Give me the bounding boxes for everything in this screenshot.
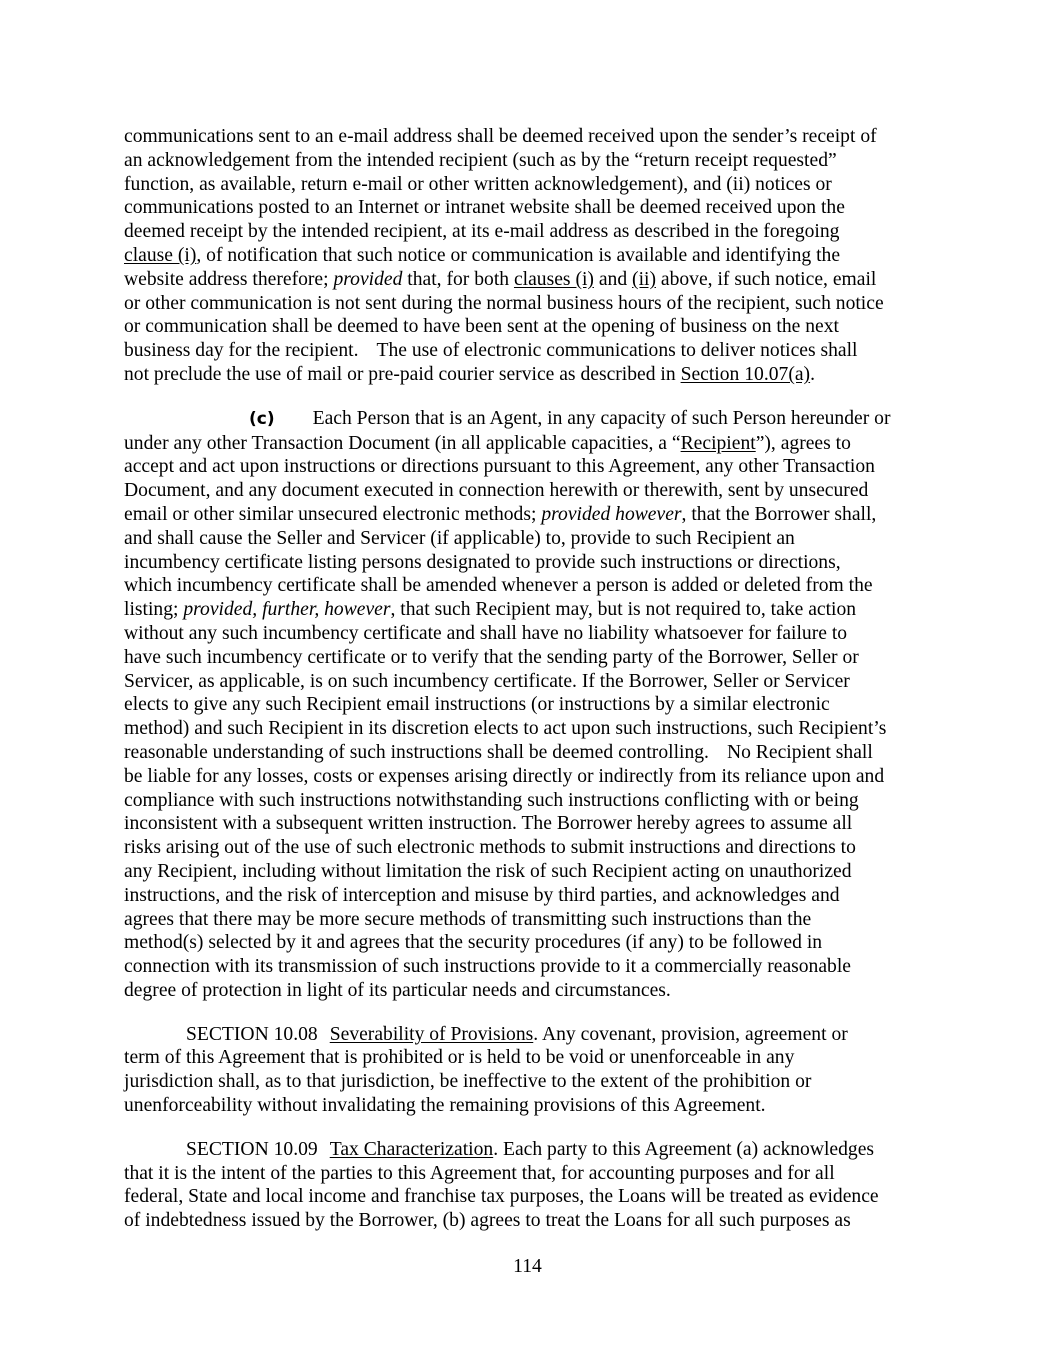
paragraph-b-continued (124, 125, 934, 387)
text-line (124, 598, 934, 622)
text-line: inconsistent with a subsequent written instruction. The Borrower hereby agrees to assume all (124, 813, 853, 835)
text-line: have such incumbency certificate or to verify that the sending party of the Borrower, Seller or (124, 646, 859, 668)
text-run: website address therefore; (124, 268, 334, 290)
text-run: Each Person that is an Agent, in any capacity of such Person hereunder or (312, 407, 891, 429)
text-line: and shall cause the Seller and Servicer (if applicable) to, provide to such Recipient an (124, 527, 795, 549)
text-line: compliance with such instructions notwithstanding such instructions conflicting with or being (124, 789, 859, 811)
text-line: accept and act upon instructions or directions pursuant to this Agreement, any other Transaction (124, 456, 875, 478)
text-line: which incumbency certificate shall be amended whenever a person is added or deleted from the (124, 575, 873, 597)
section-number: SECTION 10.08 (186, 1023, 318, 1045)
text-line: agrees that there may be more secure methods of transmitting such instructions than the (124, 908, 812, 930)
section-10-09 (124, 1138, 934, 1233)
text-run: above, if such notice, email (655, 268, 877, 290)
text-line: federal, State and local income and franchise tax purposes, the Loans will be treated as evidence (124, 1186, 879, 1208)
text-run: No Recipient shall (726, 741, 873, 763)
section-number: SECTION 10.09 (186, 1138, 318, 1160)
text-line: function, as available, return e-mail or other written acknowledgement), and (ii) notices or (124, 173, 832, 195)
section-reference: Section 10.07(a) (680, 363, 811, 385)
text-run: , of notification that such notice or communication is available and identifying the (196, 244, 841, 266)
text-line: communications posted to an Internet or intranet website shall be deemed received upon the (124, 197, 845, 219)
italic-term: provided (333, 268, 403, 290)
text-run: not preclude the use of mail or pre-paid courier service as described in (124, 363, 681, 385)
section-heading-line (124, 1023, 934, 1047)
text-run: business day for the recipient. (124, 340, 359, 362)
text-line: an acknowledgement from the intended recipient (such as by the “return receipt requested” (124, 149, 837, 171)
text-line (124, 244, 934, 268)
defined-term: Recipient (680, 432, 756, 454)
section-title: Tax Characterization (329, 1138, 494, 1160)
text-line: communications sent to an e-mail address shall be deemed received upon the sender’s receipt of (124, 126, 877, 147)
text-run: email or other similar unsecured electronic methods; (124, 503, 542, 525)
text-run: The use of electronic communications to deliver notices shall (376, 340, 858, 362)
text-line (124, 741, 934, 765)
text-line (124, 432, 934, 456)
text-line: unenforceability without invalidating the remaining provisions of this Agreement. (124, 1095, 766, 1117)
text-line: risks arising out of the use of such electronic methods to submit instructions and directions to (124, 837, 856, 859)
document-page (124, 125, 934, 1233)
text-run: that, for both (402, 268, 514, 290)
text-line: or other communication is not sent during the normal business hours of the recipient, such notice (124, 292, 884, 314)
text-line: deemed receipt by the intended recipient, at its e-mail address as described in the foregoing (124, 221, 840, 243)
text-line: that it is the intent of the parties to this Agreement that, for accounting purposes and for all (124, 1162, 835, 1184)
text-line: method) and such Recipient in its discretion elects to act upon such instructions, such Recipient’s (124, 718, 887, 740)
text-line: Servicer, as applicable, is on such incumbency certificate. If the Borrower, Seller or Servicer (124, 670, 850, 692)
text-run: . Any covenant, provision, agreement or (533, 1023, 848, 1045)
text-run: . Each party to this Agreement (a) acknowledges (493, 1138, 875, 1160)
section-10-08 (124, 1023, 934, 1118)
text-line: Document, and any document executed in connection herewith or therewith, sent by unsecured (124, 480, 869, 502)
italic-term: provided however (541, 503, 682, 525)
section-title: Severability of Provisions (329, 1023, 534, 1045)
text-line: jurisdiction shall, as to that jurisdiction, be ineffective to the extent of the prohibition or (124, 1071, 812, 1093)
text-line: instructions, and the risk of interception and misuse by third parties, and acknowledges and (124, 884, 840, 906)
text-run: ”), agrees to (755, 432, 851, 454)
text-line: incumbency certificate listing persons designated to provide such instructions or directions, (124, 551, 841, 573)
text-line: connection with its transmission of such instructions provide to it a commercially reasonable (124, 956, 851, 978)
text-line: method(s) selected by it and agrees that the security procedures (if any) to be followed in (124, 932, 823, 954)
text-run: . (810, 363, 815, 385)
italic-term: provided, further, however (183, 599, 391, 621)
section-heading-line (124, 1138, 934, 1162)
text-run: reasonable understanding of such instructions shall be deemed controlling. (124, 741, 709, 763)
text-line (124, 268, 934, 292)
text-line (124, 503, 934, 527)
text-line: without any such incumbency certificate and shall have no liability whatsoever for failure to (124, 622, 848, 644)
text-line: be liable for any losses, costs or expenses arising directly or indirectly from its reliance upon and (124, 765, 885, 787)
text-line (124, 407, 934, 432)
paragraph-label: (c) (249, 408, 275, 429)
clause-reference: (ii) (632, 268, 656, 290)
text-run: under any other Transaction Document (in all applicable capacities, a “ (124, 432, 681, 454)
text-run: and (593, 268, 633, 290)
clause-reference: clause (i) (124, 244, 197, 266)
text-line: term of this Agreement that is prohibited or is held to be void or unenforceable in any (124, 1047, 795, 1069)
text-line: any Recipient, including without limitation the risk of such Recipient acting on unauthorized (124, 860, 852, 882)
text-line: or communication shall be deemed to have been sent at the opening of business on the next (124, 316, 839, 338)
text-line: elects to give any such Recipient email instructions (or instructions by a similar electronic (124, 694, 830, 716)
text-run: , that the Borrower shall, (681, 503, 877, 525)
text-line (124, 339, 934, 363)
text-line: of indebtedness issued by the Borrower, (b) agrees to treat the Loans for all such purposes as (124, 1210, 851, 1232)
text-line: degree of protection in light of its particular needs and circumstances. (124, 979, 671, 1001)
page-number: 114 (513, 1256, 542, 1277)
clause-reference: clauses (i) (513, 268, 594, 290)
text-run: listing; (124, 599, 184, 621)
text-line (124, 363, 934, 387)
paragraph-c (124, 407, 934, 1003)
text-run: , that such Recipient may, but is not required to, take action (390, 599, 857, 621)
